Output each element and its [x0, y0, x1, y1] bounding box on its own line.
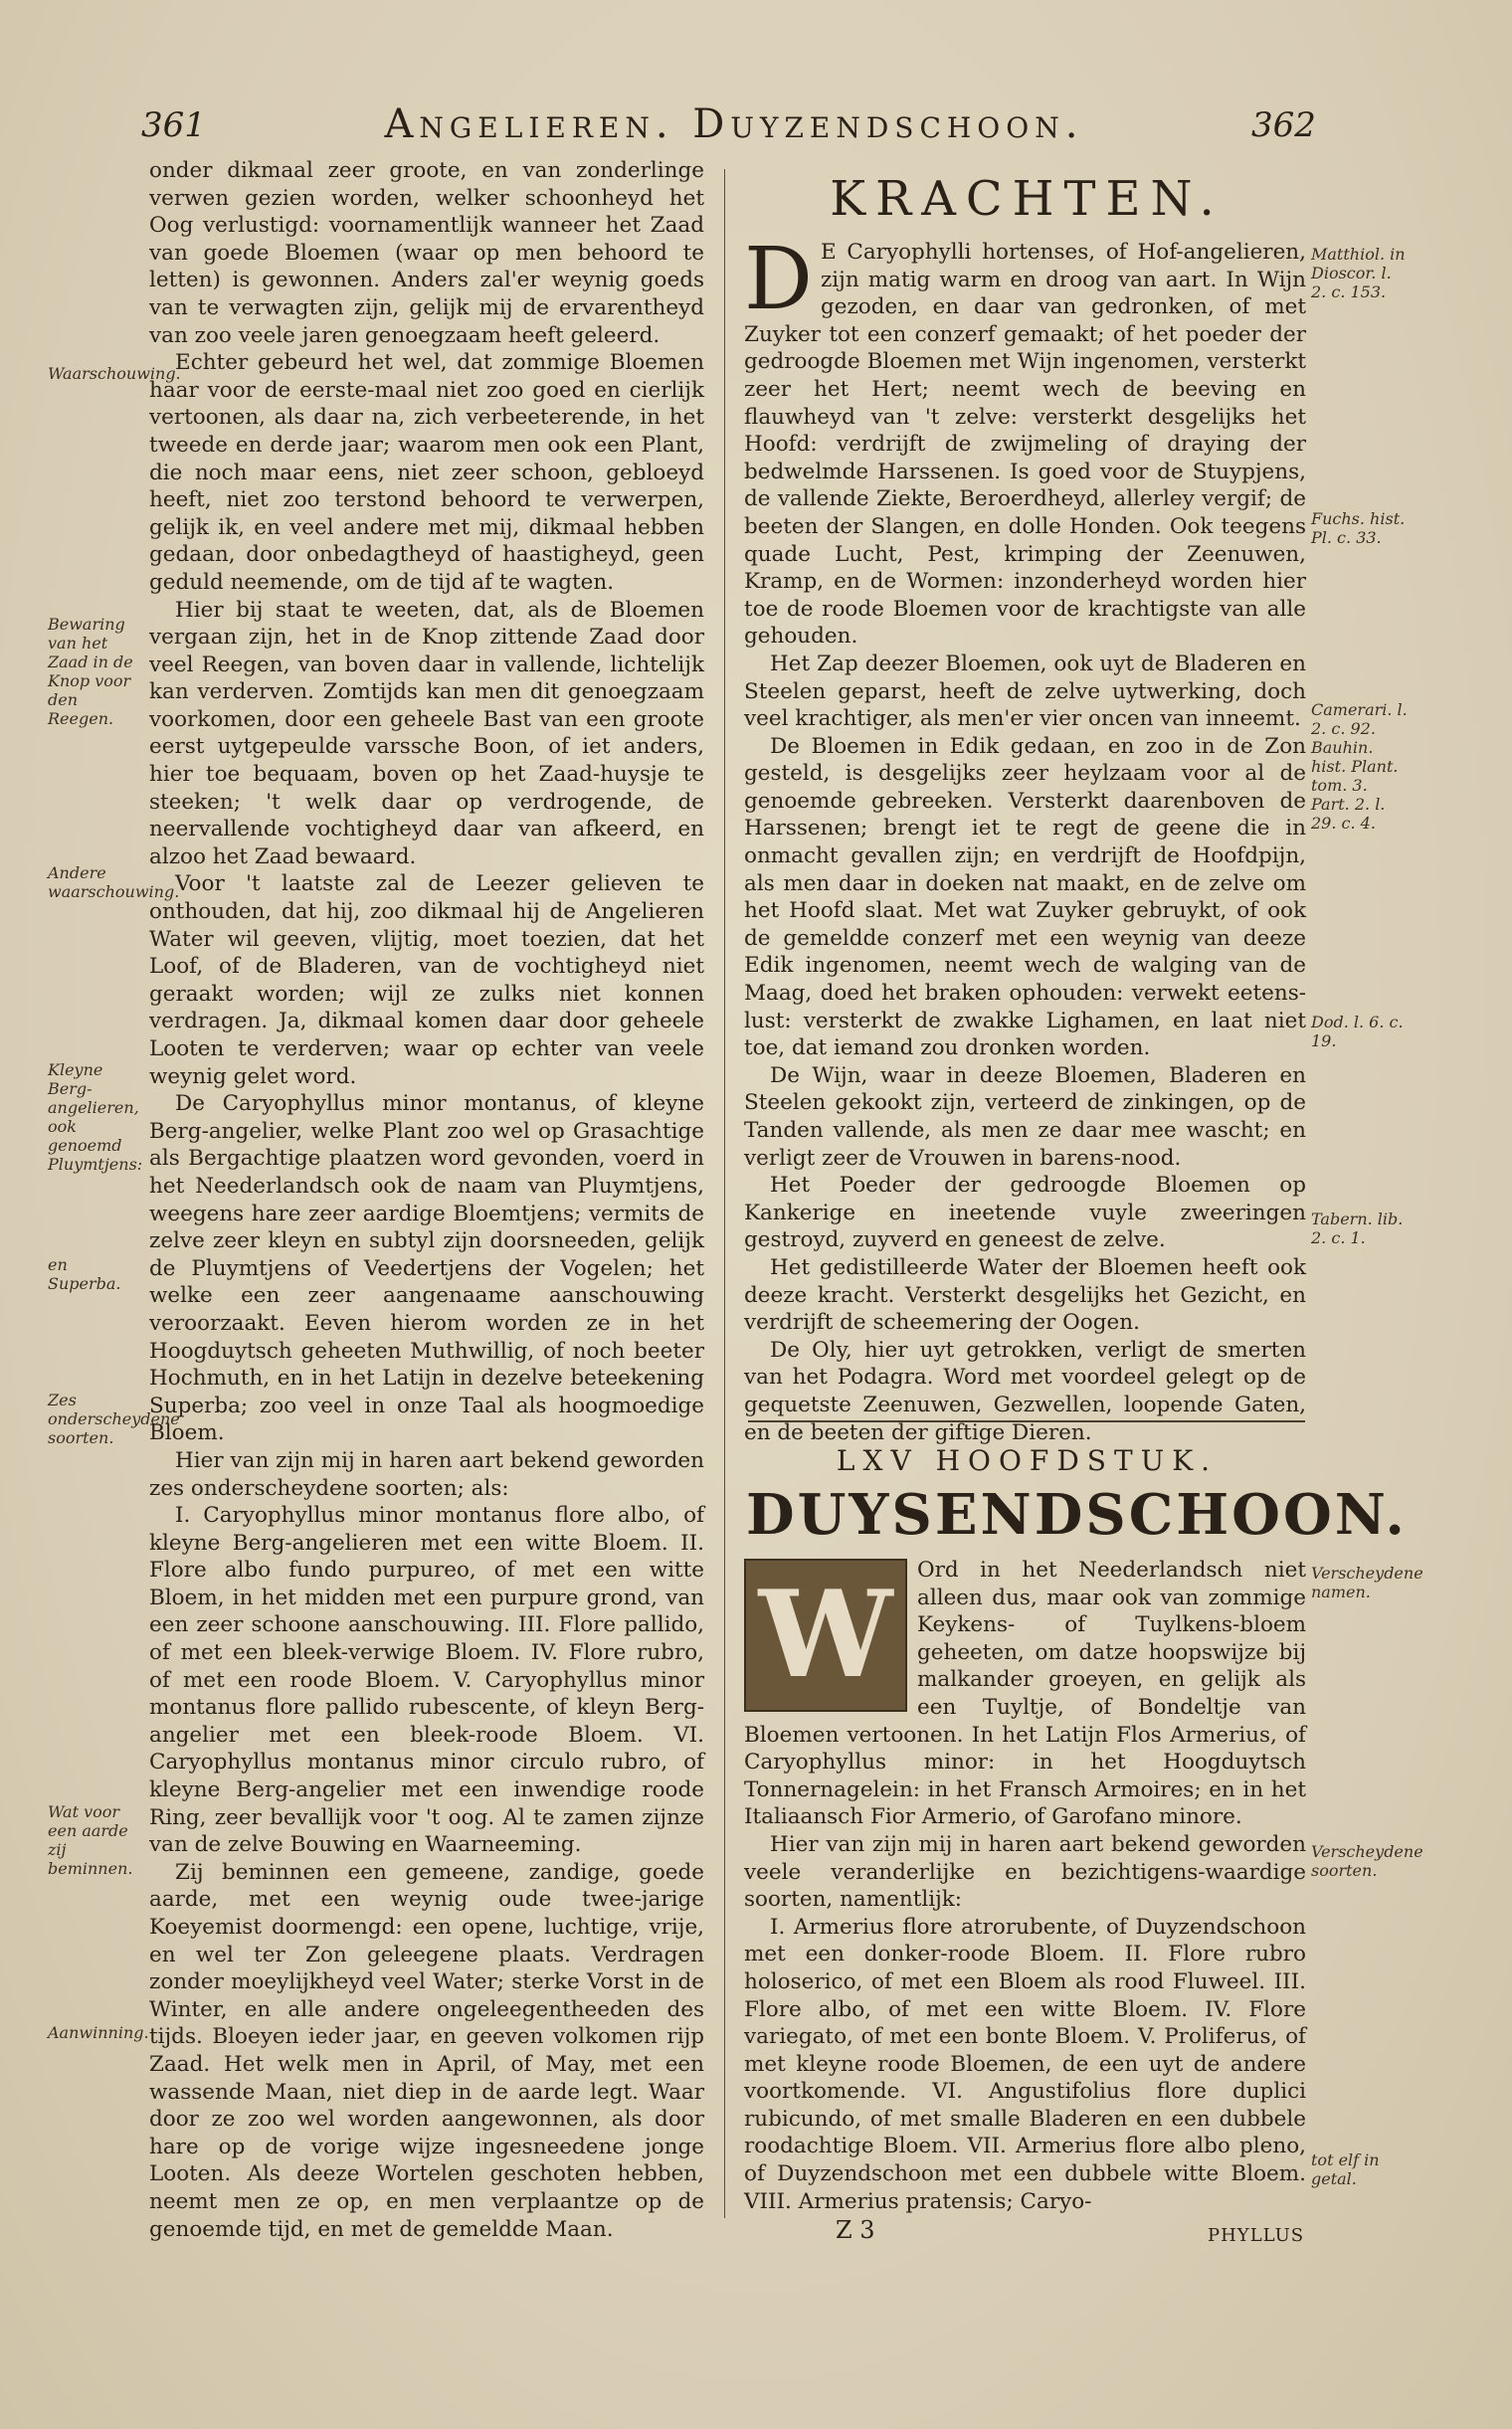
margin-note: Verscheydene soorten. — [1311, 1842, 1423, 1880]
ornamental-initial — [744, 1559, 907, 1712]
paragraph: I. Caryophyllus minor montanus flore albo, of kleyne Berg-angelieren met een witte Bloem. II. Flore albo fundo purpureo, of met een witte Bloem, in het midden met een purpure grond, van een zeer schoone aanschouwing. III. Flore pallido, of met een bleek-verwige Bloem. IV. Flore rubro, of met een roode Bloem. V. Caryophyllus minor montanus flore pallido rubescente, of kleyn Berg-angelier met een bleek-roode Bloem. VI. Caryophyllus montanus minor circulo rubro, of kleyne Berg-angelier met een inwendige roode Ring, zeer bevallijk voor 't oog. Al te zamen zijnze van de zelve Bouwing en Waarneeming. — [149, 1503, 704, 1858]
chapter-title: DUYSENDSCHOON. — [746, 1482, 1408, 1548]
margin-note: Kleyne Berg-angelieren, ook genoemd Pluymtjens: — [48, 1060, 143, 1174]
paragraph: Echter gebeurd het wel, dat zommige Bloemen haar voor de eerste-maal niet zoo goed en cierlijk vertoonen, als daar na, zich verbeeterende, in het tweede en derde jaar; waarom men ook een Plant, die noch maar eens, niet zeer schoon, gebloeyd heeft, niet zoo terstond behoord te verwerpen, gelijk ik, en veel andere met mij, dikmaal hebben gedaan, door onbedagtheyd of haastigheyd, geen geduld neemende, om de tijd af te wagten. — [149, 350, 704, 595]
paragraph — [744, 1557, 1306, 1831]
paragraph: Het gedistilleerde Water der Bloemen heeft ook deeze kracht. Versterkt desgelijks het Gezicht, en verdrijft de scheemering der Oogen. — [744, 1254, 1306, 1336]
right-column-duysendschoon — [744, 1557, 1306, 2215]
paragraph: Het Poeder der gedroogde Bloemen op Kankerige en ineetende vuyle zweeringen gestroyd, zuyverd en geneest de zelve. — [744, 1173, 1306, 1253]
catchword: PHYLLUS — [1208, 2225, 1305, 2246]
paragraph: onder dikmaal zeer groote, en van zonderlinge verwen gezien worden, welker schoonheyd het Oog verlustigd: voornamentlijk wanneer het Zaad van goede Bloemen (waar op men behoord te letten) is gewonnen. Anders zal'er weynig goeds van te verwagten zijn, gelijk mij de ervarentheyd van zoo veele jaren genoegzaam heeft geleerd. — [149, 158, 704, 348]
page-number-left: 361 — [141, 105, 206, 145]
paragraph: Het Zap deezer Bloemen, ook uyt de Bladeren en Steelen geparst, heeft de zelve uytwerking, doch veel krachtiger, als men'er vier oncen van inneemt. — [744, 651, 1306, 732]
margin-note: tot elf in getal. — [1311, 2150, 1380, 2188]
initial-letter: W — [758, 1565, 893, 1705]
paragraph: De Oly, hier uyt getrokken, verligt de smerten van het Podagra. Word met voordeel gelegt op de gequetste Zeenuwen, Gezwellen, loopende Gaten, en de beeten der giftige Dieren. — [744, 1337, 1306, 1445]
margin-note: Bewaring van het Zaad in de Knop voor den Reegen. — [48, 615, 133, 728]
section-rule — [748, 1420, 1305, 1422]
margin-note: Waarschouwing. — [48, 364, 181, 383]
margin-note: Camerari. l. 2. c. 92. Bauhin. hist. Plant. tom. 3. Part. 2. l. 29. c. 4. — [1311, 700, 1408, 833]
paragraph: Hier van zijn mij in haren aart bekend geworden veele veranderlijke en bezichtigens-waardige soorten, namentlijk: — [744, 1831, 1306, 1913]
section-heading: KRACHTEN. — [830, 171, 1225, 227]
paragraph-text: Ord in het Neederlandsch niet alleen dus, maar ook van zommige Keykens- of Tuylkens-bloem geheeten, om datze hoopswijze bij malkander groeyen, en gelijk als een Tuyltje, of Bondeltje van Bloemen vertoonen. In het Latijn Flos Armerius, of Caryophyllus minor: in het Hoogduytsch Tonnernagelein: in het Fransch Armoires; en in het Italiaansch Fior Armerio, of Garofano minore. — [744, 1558, 1306, 1830]
paragraph: De Caryophyllus minor montanus, of kleyne Berg-angelier, welke Plant zoo wel op Grasachtige als Bergachtige plaatzen word gevonden, voerd in het Neederlandsch ook de naam van Pluymtjens, weegens hare zeer aardige Bloemtjens; vermits de zelve zeer kleyn en subtyl zijn doorsneeden, gelijk de Pluymtjens of Veedertjens der Vogelen; het welke een zeer aangenaame aanschouwing veroorzaakt. Eeven hierom worden ze in het Hoogduytsch geheeten Muthwillig, of noch beeter Hochmuth, en in het Latijn in dezelve beteekening Superba; zoo veel in onze Taal als hoogmoedige Bloem. — [149, 1091, 704, 1446]
left-column — [149, 157, 704, 2243]
margin-note: Fuchs. hist. Pl. c. 33. — [1311, 509, 1406, 547]
paragraph — [744, 230, 1306, 651]
margin-note: Zes onderscheydene soorten. — [48, 1391, 180, 1447]
signature-mark: Z 3 — [836, 2216, 875, 2244]
margin-note: Andere waarschouwing. — [48, 863, 180, 901]
paragraph: Zij beminnen een gemeene, zandige, goede aarde, met een weynig oude twee-jarige Koeyemist doormengd: een opene, luchtige, vrije, en wel ter Zon geleegene plaats. Verdragen zonder moeylijkheyd veel Water; sterke Vorst in de Winter, en alle andere ongeleegentheeden des tijds. Bloeyen ieder jaar, en geeven volkomen rijp Zaad. Het welk men in April, of May, met een wassende Maan, niet diep in de aarde legt. Waar door ze zoo wel worden aangewonnen, als door hare op de vorige wijze ingesneedene jonge Looten. Als deeze Wortelen geschoten hebben, neemt men ze op, en men verplaantze op de genoemde tijd, en met de gemeldde Maan. — [149, 1859, 704, 2242]
margin-note: Aanwinning. — [48, 2023, 149, 2042]
margin-note: Matthiol. in Dioscor. l. 2. c. 153. — [1311, 245, 1406, 301]
margin-note: Verscheydene namen. — [1311, 1564, 1423, 1601]
column-divider — [724, 169, 725, 2218]
paragraph: De Wijn, waar in deeze Bloemen, Bladeren en Steelen gekookt zijn, verteerd de zinkingen, op de Tanden vallende, als men ze daar mee wascht; en verligt zeer de Vrouwen in barens-nood. — [744, 1062, 1306, 1171]
running-title: Angelieren. Duyzendschoon. — [384, 101, 1084, 147]
margin-note: en Superba. — [48, 1255, 121, 1293]
paragraph: Hier bij staat te weeten, dat, als de Bloemen vergaan zijn, het in de Knop zittende Zaad door veel Reegen, van boven daar in vallende, lichtelijk kan verderven. Zomtijds kan men dit genoegzaam voorkomen, door een geheele Bast van een groote eerst uytgepeulde varssche Boon, of iet anders, hier toe bequaam, boven op het Zaad-huysje te steeken; 't welk daar op verdrogende, de neervallende vochtigheyd daar van afkeerd, en alzoo het Zaad bewaard. — [149, 597, 704, 869]
margin-note: Tabern. lib. 2. c. 1. — [1311, 1210, 1404, 1247]
margin-note: Wat voor een aarde zij beminnen. — [48, 1802, 133, 1878]
paragraph: Voor 't laatste zal de Leezer gelieven te onthouden, dat hij, zoo dikmaal hij de Angelieren Water wil geeven, vlijtig, moet toezien, dat het Loof, of de Bladeren, van de vochtigheyd niet geraakt worden; wijl ze zulks niet konnen verdragen. Ja, dikmaal komen daar door geheele Looten te verderven; waar op echter van veele weynig gelet word. — [149, 871, 704, 1089]
paragraph-text: E Caryophylli hortenses, of Hof-angelieren, zijn matig warm en droog van aart. In Wijn gezoden, en daar van gedronken, of met Zuyker tot een conzerf gemaakt; of het poeder der gedroogde Bloemen met Wijn ingenomen, versterkt zeer het Hert; neemt wech de beeving en flauwheyd van 't zelve: versterkt desgelijks het Hoofd: verdrijft de zwijmeling of draying der bedwelmde Harssenen. Is goed voor de Stuypjens, de vallende Ziekte, Beroerdheyd, allerley vergif; de beeten der Slangen, en dolle Honden. Ook teegens quade Lucht, Pest, krimping der Zeenuwen, Kramp, en de Wormen: inzonderheyd worden hier toe de roode Bloemen voor de krachtigste van alle gehouden. — [744, 240, 1306, 650]
right-column-krachten — [744, 230, 1306, 1446]
paragraph: De Bloemen in Edik gedaan, en zoo in de Zon gesteld, is desgelijks zeer heylzaam voor al de genoemde gebreeken. Versterkt daarenboven de Harssenen; brengt iet te regt de geene die in onmacht gevallen zijn; en verdrijft de Hoofdpijn, als men daar in doeken nat maakt, en de zelve om het Hoofd slaat. Met wat Zuyker gebruykt, of ook de gemeldde conzerf met een weynig van deeze Edik ingenomen, neemt wech de walging van de Maag, doed het braken ophouden: verwekt eetens-lust: versterkt de zwakke Lighamen, en laat niet toe, dat iemand zou dronken worden. — [744, 733, 1306, 1061]
page-number-right: 362 — [1251, 105, 1316, 145]
margin-note: Dod. l. 6. c. 19. — [1311, 1013, 1404, 1050]
chapter-number: LXV HOOFDSTUK. — [836, 1444, 1219, 1477]
paragraph: I. Armerius flore atrorubente, of Duyzendschoon met een donker-roode Bloem. II. Flore rubro holoserico, of met een Bloem als rood Fluweel. III. Flore albo, of met een witte Bloem. IV. Flore variegato, of met een bonte Bloem. V. Proliferus, of met kleyne roode Bloemen, de een uyt de andere voortkomende. VI. Angustifolius flore duplici rubicundo, of met smalle Bladeren en een dubbele roodachtige Bloem. VII. Armerius flore albo pleno, of Duyzendschoon met een dubbele witte Bloem. VIII. Armerius pratensis; Caryo- — [744, 1914, 1306, 2214]
paragraph: Hier van zijn mij in haren aart bekend geworden zes onderscheydene soorten; als: — [149, 1447, 704, 1501]
drop-cap: D — [744, 230, 813, 329]
running-head — [0, 95, 1512, 155]
